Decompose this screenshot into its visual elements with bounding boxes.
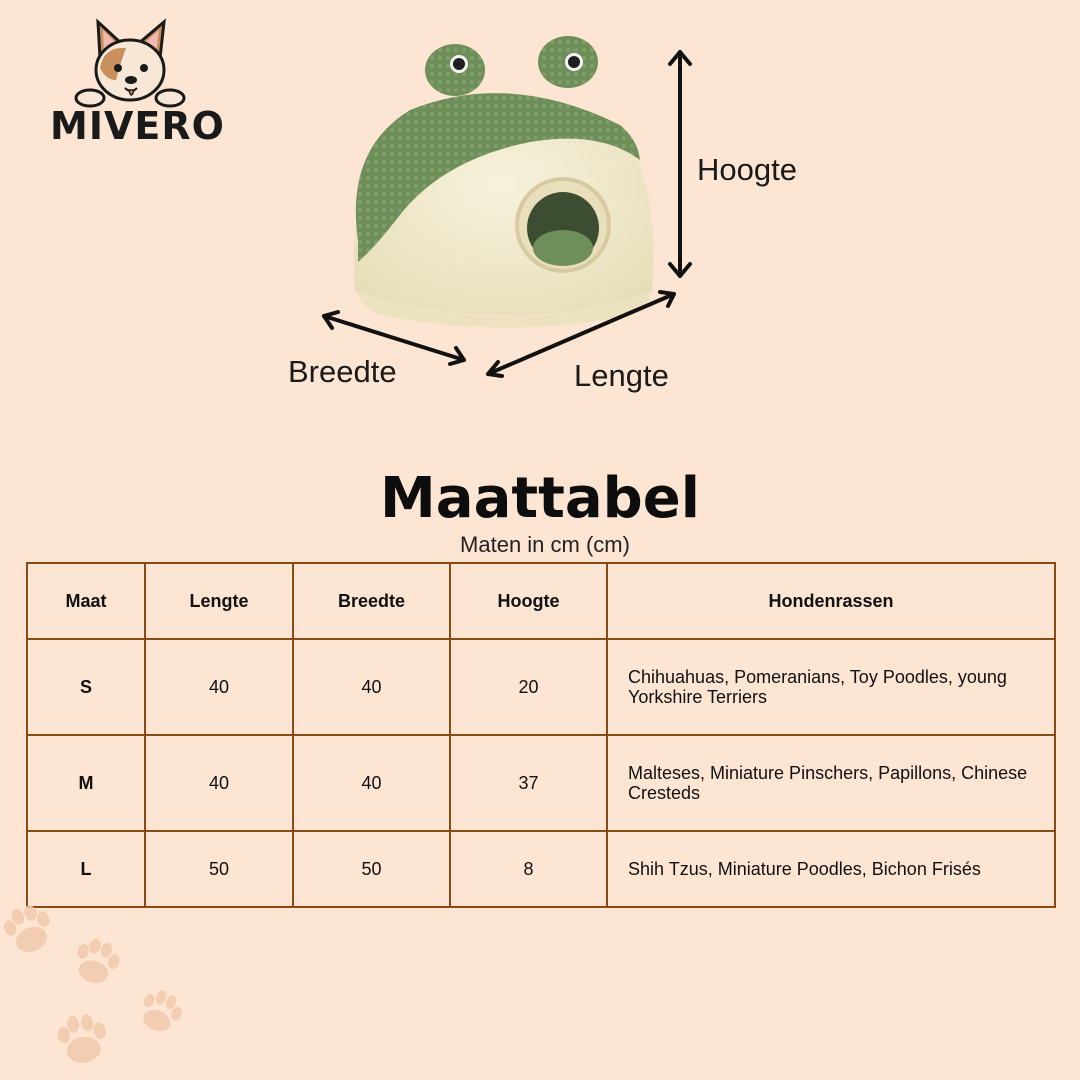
header-hoogte: Hoogte [450, 563, 607, 639]
table-row [27, 735, 1055, 831]
size-table [26, 562, 1056, 908]
page-title: Maattabel [380, 466, 700, 531]
paw-icon [71, 935, 124, 988]
cell-maat: S [27, 639, 145, 735]
table-header-row [27, 563, 1055, 639]
cell-maat: L [27, 831, 145, 907]
cell-breedte: 50 [293, 831, 450, 907]
paw-icon [0, 899, 58, 958]
cell-maat: M [27, 735, 145, 831]
header-lengte: Lengte [145, 563, 293, 639]
cell-breedte: 40 [293, 639, 450, 735]
height-label: Hoogte [697, 152, 797, 187]
length-label: Lengte [574, 358, 669, 393]
header-maat: Maat [27, 563, 145, 639]
brand-name: MIVERO [50, 104, 225, 148]
cell-lengte: 40 [145, 735, 293, 831]
width-label: Breedte [288, 354, 397, 389]
cell-hoogte: 8 [450, 831, 607, 907]
paw-prints-decoration [0, 890, 220, 1080]
cell-breedte: 40 [293, 735, 450, 831]
cell-hondenrassen: Chihuahuas, Pomeranians, Toy Poodles, young Yorkshire Terriers [607, 639, 1055, 735]
cell-lengte: 50 [145, 831, 293, 907]
table-row [27, 639, 1055, 735]
paw-icon [55, 1011, 111, 1067]
cell-hondenrassen: Shih Tzus, Miniature Poodles, Bichon Frisés [607, 831, 1055, 907]
page-subtitle: Maten in cm (cm) [460, 532, 630, 557]
header-breedte: Breedte [293, 563, 450, 639]
cell-hoogte: 37 [450, 735, 607, 831]
cell-hoogte: 20 [450, 639, 607, 735]
cell-lengte: 40 [145, 639, 293, 735]
paw-icon [136, 986, 187, 1037]
header-hondenrassen: Hondenrassen [607, 563, 1055, 639]
cell-hondenrassen: Malteses, Miniature Pinschers, Papillons, Chinese Cresteds [607, 735, 1055, 831]
dimension-arrows [0, 0, 1080, 420]
